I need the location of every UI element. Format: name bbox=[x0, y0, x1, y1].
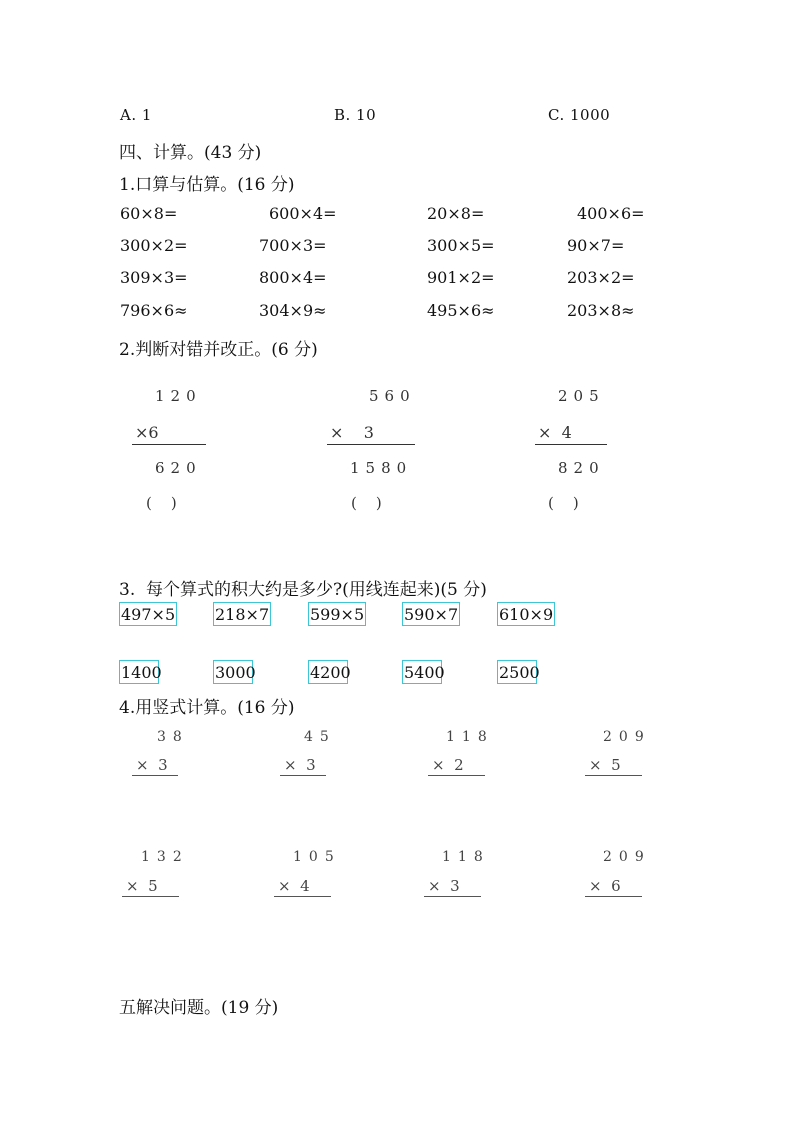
q4-multiplier: × 6 bbox=[589, 877, 621, 895]
q4-multiplier: × 2 bbox=[432, 756, 464, 774]
q1-cell: 796×6≈ bbox=[120, 301, 188, 320]
q2-multiplier: × 3 bbox=[330, 423, 374, 442]
q2-result: 820 bbox=[558, 459, 605, 477]
q4-rule-line bbox=[132, 775, 178, 776]
q4-top-number: 118 bbox=[442, 849, 490, 865]
q4-multiplier: × 3 bbox=[136, 756, 168, 774]
q1-cell: 495×6≈ bbox=[427, 301, 495, 320]
q4-top-number: 45 bbox=[304, 729, 336, 745]
q1-title: 1.口算与估算。(16 分) bbox=[119, 175, 295, 195]
q1-cell: 60×8= bbox=[120, 204, 178, 223]
q4-multiplier: × 3 bbox=[284, 756, 316, 774]
section-4-title: 四、计算。(43 分) bbox=[119, 143, 262, 163]
q4-multiplier: × 5 bbox=[589, 756, 621, 774]
q4-top-number: 209 bbox=[603, 849, 651, 865]
q2-top-number: 120 bbox=[155, 387, 202, 405]
q1-cell: 20×8= bbox=[427, 204, 485, 223]
q3-expression-box[interactable]: 497×5 bbox=[119, 602, 177, 626]
q1-cell: 203×2= bbox=[567, 268, 635, 287]
q1-cell: 800×4= bbox=[259, 268, 327, 287]
q3-expression-box[interactable]: 599×5 bbox=[308, 602, 366, 626]
q4-top-number: 105 bbox=[293, 849, 341, 865]
q2-result: 620 bbox=[155, 459, 202, 477]
q1-cell: 90×7= bbox=[567, 236, 625, 255]
q3-expression-box[interactable]: 610×9 bbox=[497, 602, 555, 626]
q1-cell: 304×9≈ bbox=[259, 301, 327, 320]
q2-rule-line bbox=[327, 444, 415, 445]
q4-rule-line bbox=[122, 896, 179, 897]
q2-top-number: 205 bbox=[558, 387, 605, 405]
q4-rule-line bbox=[428, 775, 485, 776]
q4-top-number: 118 bbox=[446, 729, 494, 745]
q1-cell: 700×3= bbox=[259, 236, 327, 255]
q4-top-number: 132 bbox=[141, 849, 189, 865]
q1-cell: 300×5= bbox=[427, 236, 495, 255]
q4-rule-line bbox=[585, 896, 642, 897]
q3-answer-box[interactable]: 4200 bbox=[308, 660, 348, 684]
q4-top-number: 209 bbox=[603, 729, 651, 745]
q2-title: 2.判断对错并改正。(6 分) bbox=[119, 340, 318, 360]
q4-multiplier: × 4 bbox=[278, 877, 310, 895]
q2-multiplier: × 4 bbox=[538, 423, 572, 442]
q4-multiplier: × 5 bbox=[126, 877, 158, 895]
option-b: B. 10 bbox=[334, 106, 377, 124]
q3-answer-box[interactable]: 3000 bbox=[213, 660, 253, 684]
q1-cell: 600×4= bbox=[269, 204, 337, 223]
q4-rule-line bbox=[280, 775, 326, 776]
q2-rule-line bbox=[535, 444, 607, 445]
q2-multiplier: ×6 bbox=[135, 423, 159, 442]
q2-answer-blank[interactable]: ( ) bbox=[548, 494, 579, 512]
q4-rule-line bbox=[424, 896, 481, 897]
q2-top-number: 560 bbox=[369, 387, 416, 405]
q4-multiplier: × 3 bbox=[428, 877, 460, 895]
q1-cell: 300×2= bbox=[120, 236, 188, 255]
q3-expression-box[interactable]: 590×7 bbox=[402, 602, 460, 626]
q4-title: 4.用竖式计算。(16 分) bbox=[119, 698, 295, 718]
q1-cell: 203×8≈ bbox=[567, 301, 635, 320]
q2-rule-line bbox=[132, 444, 206, 445]
section-5-title: 五解决问题。(19 分) bbox=[119, 998, 279, 1018]
q3-answer-box[interactable]: 1400 bbox=[119, 660, 159, 684]
q4-top-number: 38 bbox=[157, 729, 189, 745]
q2-result: 1580 bbox=[350, 459, 413, 477]
q3-title: 3. 每个算式的积大约是多少?(用线连起来)(5 分) bbox=[119, 580, 487, 600]
q4-rule-line bbox=[274, 896, 331, 897]
q1-cell: 901×2= bbox=[427, 268, 495, 287]
q1-cell: 309×3= bbox=[120, 268, 188, 287]
q3-expression-box[interactable]: 218×7 bbox=[213, 602, 271, 626]
q2-answer-blank[interactable]: ( ) bbox=[146, 494, 177, 512]
option-c: C. 1000 bbox=[548, 106, 611, 124]
q4-rule-line bbox=[585, 775, 642, 776]
q2-answer-blank[interactable]: ( ) bbox=[351, 494, 382, 512]
option-a: A. 1 bbox=[120, 106, 152, 124]
q3-answer-box[interactable]: 5400 bbox=[402, 660, 442, 684]
q1-cell: 400×6= bbox=[577, 204, 645, 223]
q3-answer-box[interactable]: 2500 bbox=[497, 660, 537, 684]
